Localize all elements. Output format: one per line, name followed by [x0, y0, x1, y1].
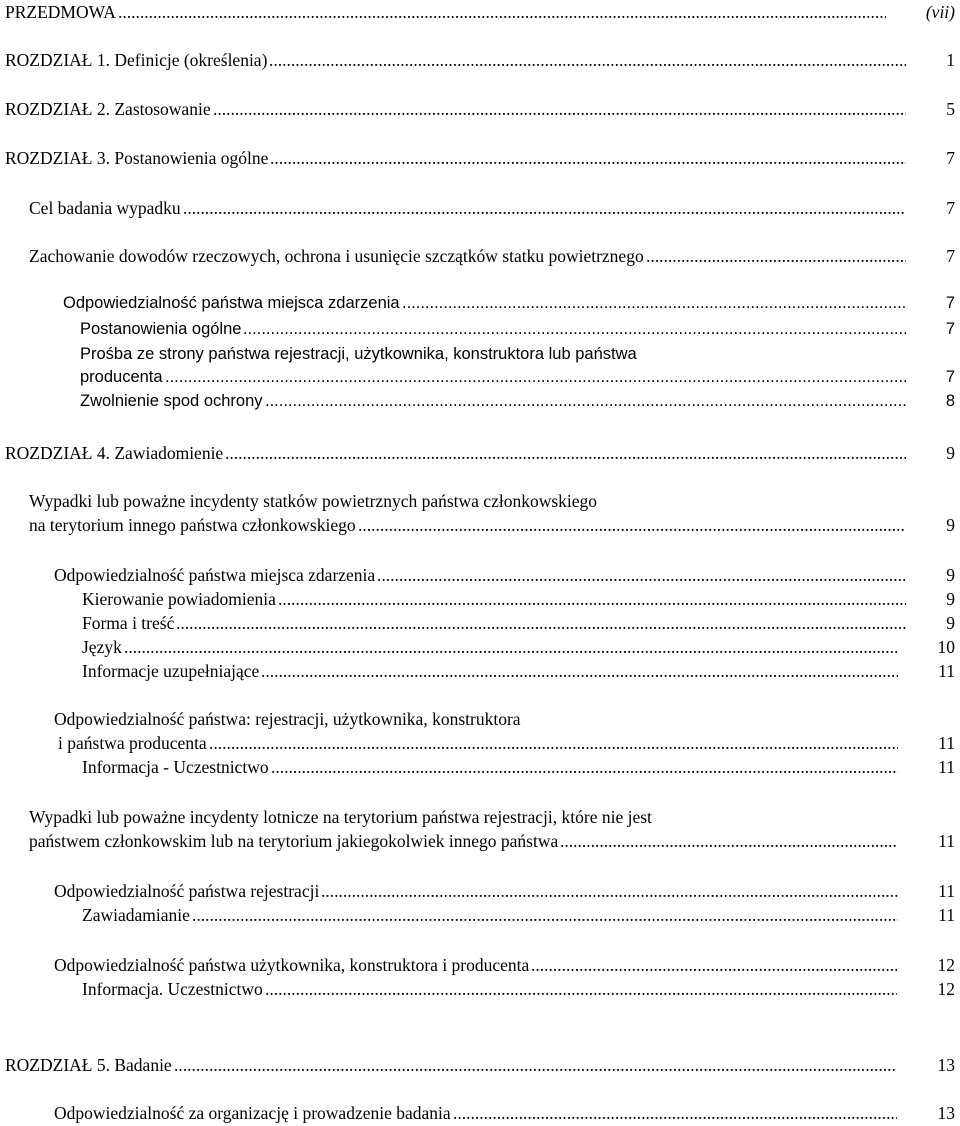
toc-entry-rozdzial-1[interactable] [5, 48, 955, 72]
toc-leader [453, 1101, 897, 1125]
toc-entry-page: 9 [946, 443, 955, 463]
toc-leader [560, 829, 898, 853]
toc-leader [176, 611, 906, 635]
toc-entry-rozdzial-4[interactable] [5, 441, 955, 465]
toc-leader [165, 365, 906, 389]
toc-entry-informacje-uzupelniajace[interactable] [82, 659, 955, 683]
toc-entry-rozdzial-5[interactable] [5, 1053, 955, 1077]
toc-leader [265, 977, 897, 1001]
toc-entry-label: Zawiadamianie [82, 905, 190, 925]
toc-entry-label: ROZDZIAŁ 4. Zawiadomienie [5, 443, 224, 463]
toc-entry-label: Odpowiedzialność państwa miejsca zdarzenia [54, 565, 376, 585]
toc-entry-forma[interactable] [82, 611, 955, 635]
toc-entry-label: na terytorium innego państwa członkowskiego [29, 515, 356, 535]
toc-leader [358, 513, 906, 537]
toc-entry-label: ROZDZIAŁ 2. Zastosowanie [5, 99, 211, 119]
toc-entry-kierowanie[interactable] [82, 587, 955, 611]
toc-leader [225, 441, 906, 465]
toc-entry-label: ROZDZIAŁ 1. Definicje (określenia) [5, 50, 268, 70]
toc-leader [321, 879, 898, 903]
toc-entry-informacja-uczestnictwo[interactable] [82, 755, 955, 779]
toc-entry-label: Informacja. Uczestnictwo [82, 979, 263, 999]
toc-entry-odp-uzytkownika[interactable] [54, 953, 955, 977]
toc-entry-label: Odpowiedzialność za organizację i prowadzenie badania [54, 1103, 451, 1123]
toc-leader [265, 389, 906, 413]
toc-entry-page: 9 [946, 565, 955, 585]
toc-entry-page: (vii) [925, 2, 955, 22]
toc-entry-label: Zachowanie dowodów rzeczowych, ochrona i usunięcie szczątków statku powietrznego [29, 246, 644, 266]
toc-entry-page: 7 [946, 246, 955, 266]
toc-entry-page: 11 [938, 661, 955, 681]
toc-entry-page: 12 [937, 979, 955, 999]
toc-entry-label: Język [82, 637, 122, 657]
toc-entry-postanowienia-ogolne[interactable] [80, 317, 955, 341]
toc-entry-label: Postanowienia ogólne [80, 320, 242, 338]
toc-entry-page: 1 [946, 50, 955, 70]
toc-leader [261, 659, 898, 683]
toc-entry-page: 8 [945, 392, 955, 410]
toc-leader [174, 1053, 897, 1077]
toc-entry-rozdzial-2[interactable] [5, 97, 955, 121]
toc-entry-page: 7 [945, 320, 955, 338]
toc-leader [377, 563, 906, 587]
toc-leader [118, 0, 886, 24]
toc-entry-label: ROZDZIAŁ 5. Badanie [5, 1055, 172, 1075]
toc-leader [213, 97, 906, 121]
toc-entry-odp-panstwa-rejestracji[interactable] [54, 879, 955, 903]
toc-entry-prosba-line1: Prośba ze strony państwa rejestracji, użytkownika, konstruktora lub państwa [80, 345, 637, 363]
toc-entry-label: i państwa producenta [58, 733, 207, 753]
toc-entry-page: 11 [938, 905, 955, 925]
toc-entry-page: 11 [938, 831, 955, 851]
toc-entry-page: 7 [946, 148, 955, 168]
toc-entry-odp-rejestracji[interactable] [58, 731, 955, 755]
toc-entry-page: 7 [946, 198, 955, 218]
toc-entry-label: Cel badania wypadku [29, 198, 181, 218]
toc-entry-page: 5 [946, 99, 955, 119]
toc-entry-page: 9 [946, 589, 955, 609]
toc-entry-label: Kierowanie powiadomienia [82, 589, 276, 609]
toc-entry-label: ROZDZIAŁ 3. Postanowienia ogólne [5, 148, 269, 168]
toc-entry-page: 13 [937, 1055, 955, 1075]
toc-entry-label: Informacje uzupełniające [82, 661, 260, 681]
toc-leader [243, 317, 906, 341]
toc-entry-label: PRZEDMOWA [5, 2, 116, 22]
toc-entry-label: Informacja - Uczestnictwo [82, 757, 269, 777]
toc-entry-page: 12 [937, 955, 955, 975]
toc-entry-odpowiedzialnosc-miejsca-2[interactable] [54, 563, 955, 587]
toc-leader [531, 953, 897, 977]
toc-entry-jezyk[interactable] [82, 635, 955, 659]
toc-leader [192, 903, 898, 927]
toc-entry-wypadki-nieczlonkowskie[interactable] [29, 829, 955, 853]
toc-leader [209, 731, 898, 755]
toc-entry-wypadki-czlonkowskie[interactable] [29, 513, 955, 537]
toc-entry-odpowiedzialnosc-miejsca[interactable] [63, 291, 955, 315]
toc-entry-page: 13 [937, 1103, 955, 1123]
toc-leader [402, 291, 906, 315]
toc-leader [278, 587, 906, 611]
toc-entry-label: producenta [80, 368, 163, 386]
toc-entry-page: 11 [938, 881, 955, 901]
toc-entry-przedmowa[interactable] [5, 0, 955, 24]
toc-leader [271, 755, 898, 779]
toc-entry-label: Odpowiedzialność państwa użytkownika, konstruktora i producenta [54, 955, 530, 975]
toc-entry-page: 10 [937, 637, 955, 657]
toc-entry-label: Odpowiedzialność państwa rejestracji [54, 881, 320, 901]
toc-entry-odp-rejestracji-line1: Odpowiedzialność państwa: rejestracji, użytkownika, konstruktora [54, 709, 521, 729]
toc-leader [646, 244, 906, 268]
toc-leader [183, 196, 906, 220]
toc-entry-label: Zwolnienie spod ochrony [80, 392, 263, 410]
toc-entry-label: Forma i treść [82, 613, 175, 633]
toc-entry-wypadki-line1: Wypadki lub poważne incydenty statków powietrznych państwa członkowskiego [29, 491, 598, 511]
toc-entry-page: 9 [946, 515, 955, 535]
toc-entry-zachowanie-dowodow[interactable] [29, 244, 955, 268]
toc-leader [124, 635, 897, 659]
toc-entry-page: 7 [945, 294, 955, 312]
toc-entry-label: państwem członkowskim lub na terytorium jakiegokolwiek innego państwa [29, 831, 559, 851]
toc-entry-page: 7 [945, 368, 955, 386]
toc-entry-informacja-uczestnictwo-2[interactable] [82, 977, 955, 1001]
toc-entry-page: 11 [938, 733, 955, 753]
toc-entry-label: Odpowiedzialność państwa miejsca zdarzenia [63, 294, 400, 312]
toc-entry-prosba[interactable] [80, 365, 955, 389]
toc-entry-organizacja-badania[interactable] [54, 1101, 955, 1125]
toc-leader [269, 48, 906, 72]
toc-leader [270, 146, 906, 170]
toc-entry-cel-badania[interactable] [29, 196, 955, 220]
toc-entry-wypadki-niecz-line1: Wypadki lub poważne incydenty lotnicze na terytorium państwa rejestracji, które nie jest [29, 807, 652, 827]
toc-entry-zwolnienie[interactable] [80, 389, 955, 413]
toc-entry-page: 11 [938, 757, 955, 777]
toc-entry-page: 9 [946, 613, 955, 633]
toc-entry-zawiadamianie[interactable] [82, 903, 955, 927]
toc-entry-rozdzial-3[interactable] [5, 146, 955, 170]
